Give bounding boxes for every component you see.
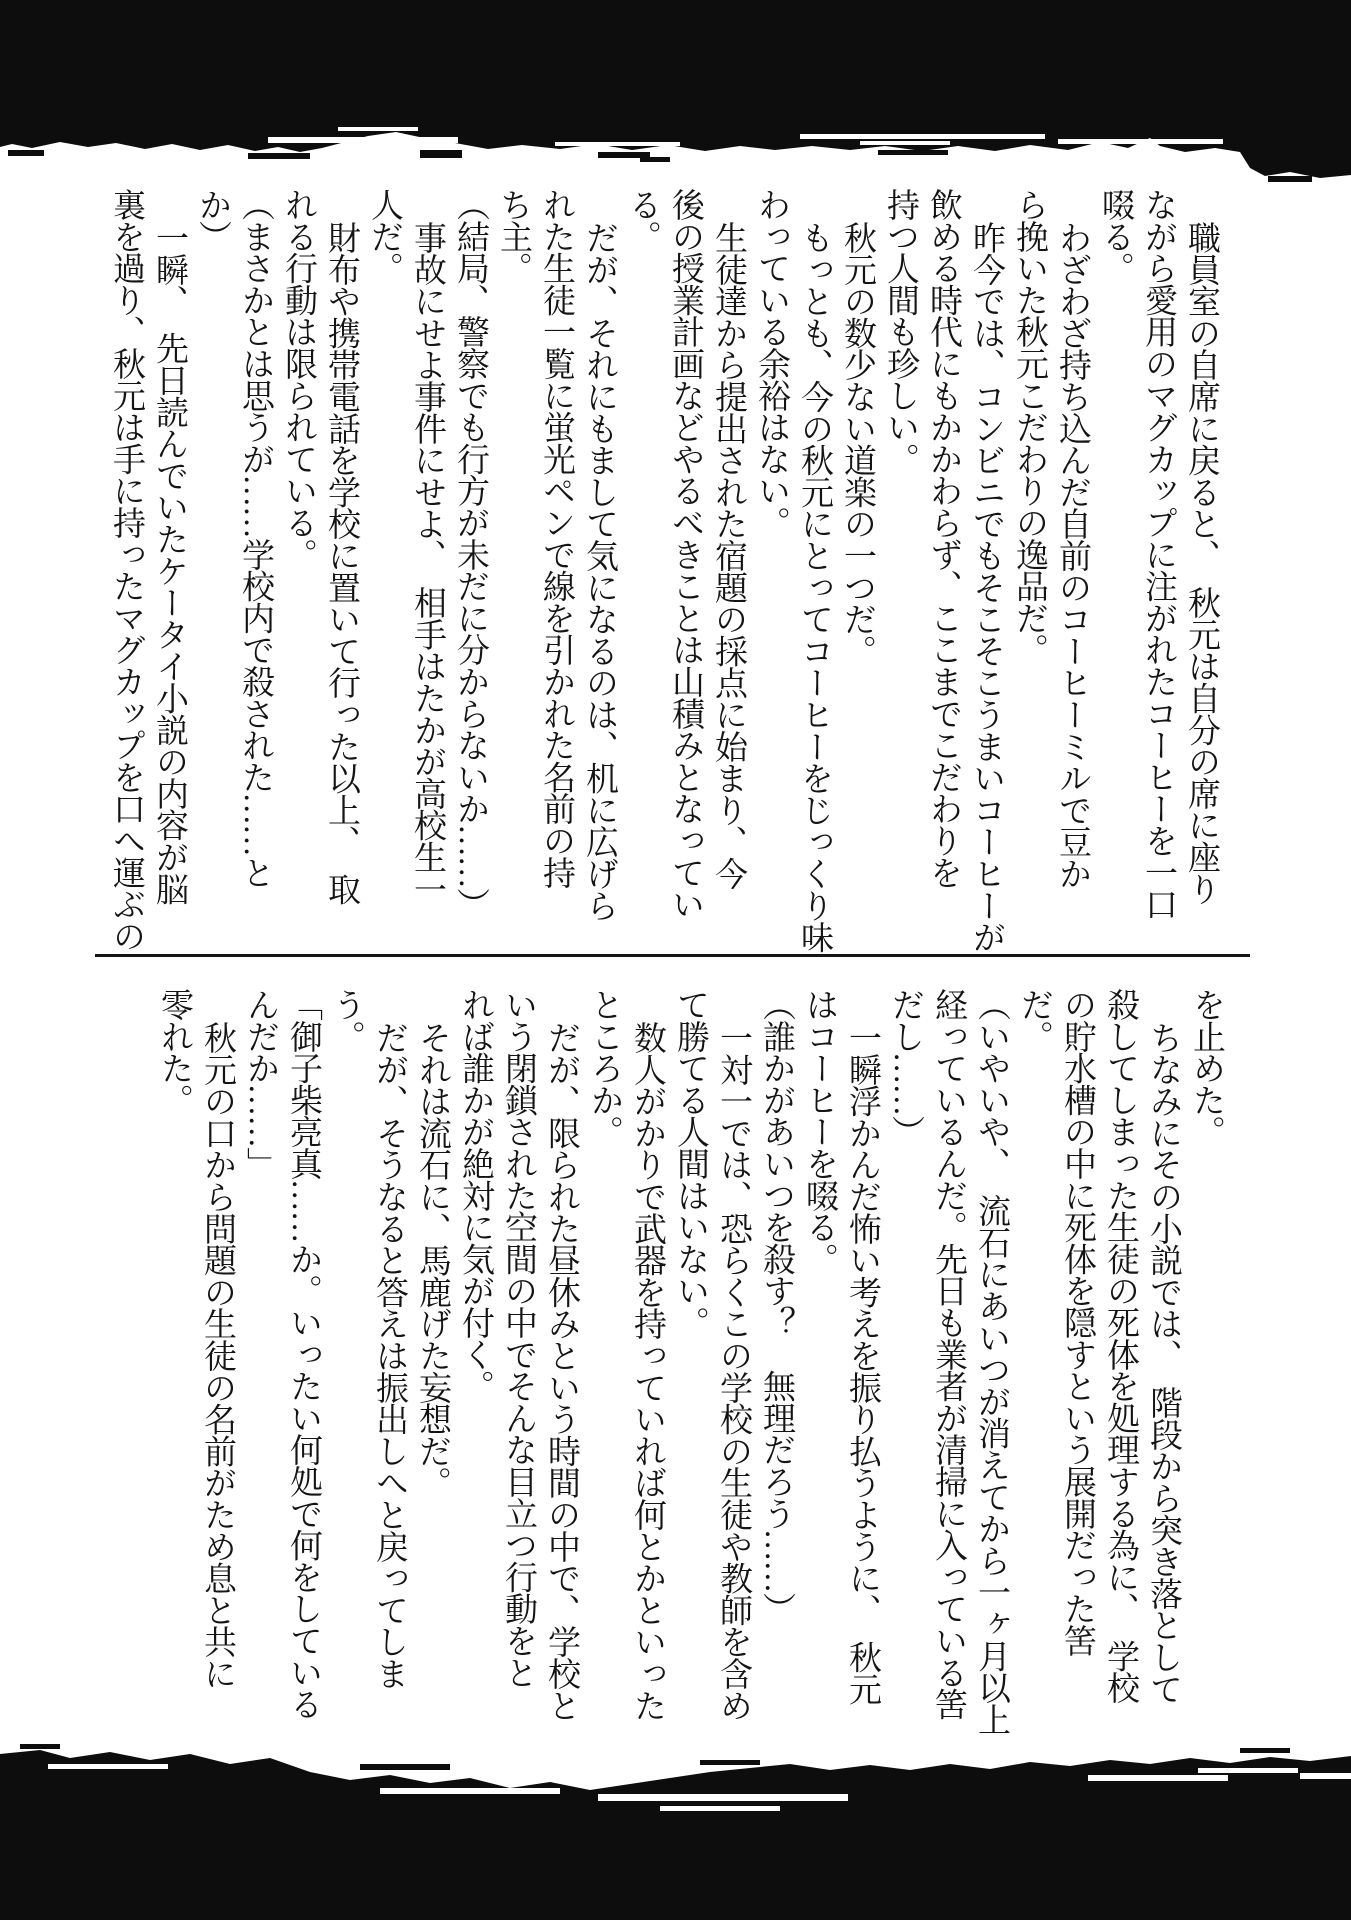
text-column: だが、そうなると答えは振出しへと戻ってしま xyxy=(371,1021,407,1689)
text-column: （いやいや、 流石にあいつが消えてから一ヶ月以上 xyxy=(973,988,1009,1735)
text-column: んだか……」 xyxy=(242,988,278,1179)
text-column: 持つ人間も珍しい。 xyxy=(882,188,918,475)
text-column: 事故にせよ事件にせよ、 相手はたかが高校生一 xyxy=(409,221,445,905)
text-column: ちなみにその小説では、 階段から突き落として xyxy=(1145,1021,1181,1705)
text-column: ら挽いた秋元こだわりの逸品だ。 xyxy=(1011,188,1047,666)
text-column: る。 xyxy=(624,188,660,252)
text-column: れる行動は限られている。 xyxy=(280,188,316,570)
text-column: 人だ。 xyxy=(366,188,402,284)
text-column: （結局、警察でも行方が未だに分からないか……） xyxy=(452,188,488,920)
text-column: 殺してしまった生徒の死体を処理する為に、 学校 xyxy=(1102,988,1138,1703)
text-column: だ。 xyxy=(1016,988,1052,1052)
text-column: いう閉鎖された空間の中でそんな目立つ行動をと xyxy=(500,988,536,1688)
text-column: わっている余裕はない。 xyxy=(753,188,789,538)
text-column: だが、それにもまして気になるのは、机に広げら xyxy=(581,221,617,921)
text-column: 財布や携帯電話を学校に置いて行った以上、 取 xyxy=(323,221,359,905)
text-column: 生徒達から提出された宿題の採点に始まり、今 xyxy=(710,221,746,889)
text-column: 裏を過り、秋元は手に持ったマグカップを口へ運ぶの xyxy=(108,188,144,952)
text-column: 数人がかりで武器を持っていれば何とかといった xyxy=(629,1021,665,1721)
text-column: 秋元の口から問題の生徒の名前がため息と共に xyxy=(199,1021,235,1689)
text-column: だが、限られた昼休みという時間の中で、学校と xyxy=(543,1021,579,1721)
text-column: 「御子柴亮真……か。いったい何処で何をしている xyxy=(285,988,321,1720)
text-column: （誰かがあいつを殺す？ 無理だろう……） xyxy=(758,988,794,1625)
text-column: （まさかとは思うが……学校内で殺された……と xyxy=(237,188,273,888)
text-column: れた生徒一覧に蛍光ペンで線を引かれた名前の持 xyxy=(538,188,574,888)
text-column: を止めた。 xyxy=(1188,988,1224,1148)
text-column: 零れた。 xyxy=(156,988,192,1116)
text-column: ち主。 xyxy=(495,188,531,284)
text-column: 一瞬、 先日読んでいたケータイ小説の内容が脳 xyxy=(151,221,187,905)
text-column: 一瞬浮かんだ怖い考えを振り払うように、 秋元 xyxy=(844,1021,880,1705)
text-column: もっとも、今の秋元にとってコーヒーをじっくり味 xyxy=(796,221,832,953)
text-column: の貯水槽の中に死体を隠すという展開だった筈 xyxy=(1059,988,1095,1656)
text-column: それは流石に、馬鹿げた妄想だ。 xyxy=(414,1021,450,1499)
section-top xyxy=(104,188,1222,954)
text-column: れば誰かが絶対に気が付く。 xyxy=(457,988,493,1402)
text-column: わざわざ持ち込んだ自前のコーヒーミルで豆か xyxy=(1054,221,1090,889)
text-column: う。 xyxy=(328,988,364,1052)
text-column: 啜る。 xyxy=(1097,188,1133,284)
text-column: 後の授業計画などやるべきことは山積みとなってい xyxy=(667,188,703,920)
top-grunge-ink xyxy=(0,0,1351,190)
text-column: ながら愛用のマグカップに注がれたコーヒーを一口 xyxy=(1140,188,1176,920)
text-column: か） xyxy=(194,188,230,252)
text-column: 昨今では、コンビニでもそこそこうまいコーヒーが xyxy=(968,221,1004,953)
text-column: 一対一では、恐らくこの学校の生徒や教師を含め xyxy=(715,1021,751,1721)
section-divider-rule xyxy=(95,954,1250,957)
text-column: 秋元の数少ない道楽の一つだ。 xyxy=(839,221,875,667)
text-column: ところか。 xyxy=(586,988,622,1148)
text-column: て勝てる人間はいない。 xyxy=(672,988,708,1338)
text-column: 飲める時代にもかかわらず、ここまでこだわりを xyxy=(925,188,961,888)
text-column: 経っているんだ。先日も業者が清掃に入っている筈 xyxy=(930,988,966,1720)
text-column: はコーヒーを啜る。 xyxy=(801,988,837,1275)
text-column: 職員室の自席に戻ると、 秋元は自分の席に座り xyxy=(1183,221,1219,905)
section-bottom xyxy=(152,988,1227,1754)
text-column: だし……） xyxy=(887,988,923,1148)
top-grunge-border xyxy=(0,0,1351,190)
